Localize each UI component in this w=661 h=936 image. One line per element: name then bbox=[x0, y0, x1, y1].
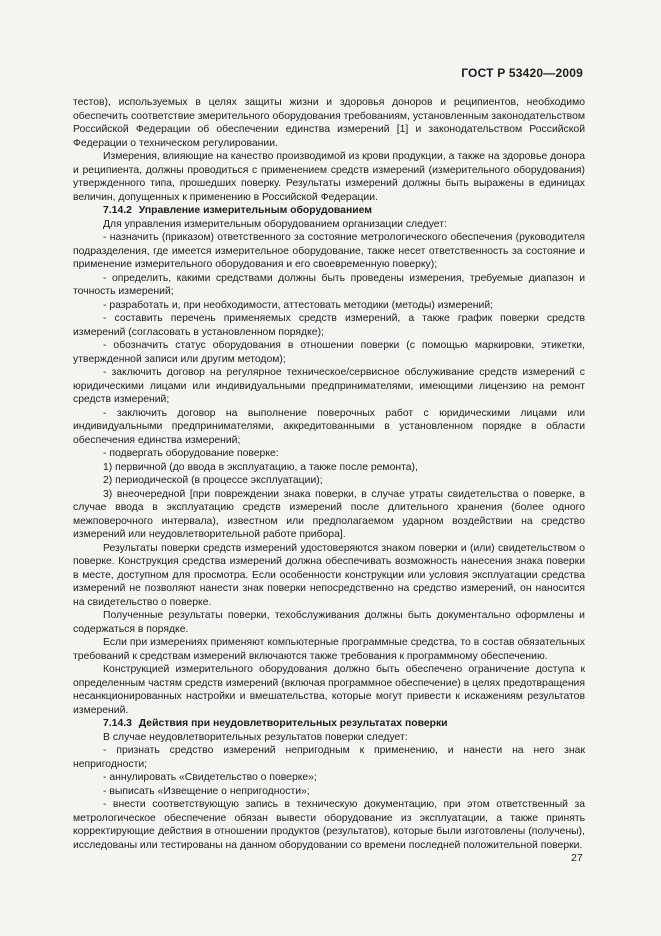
item-number: 3) bbox=[103, 488, 113, 500]
section-title: Управление измерительным оборудованием bbox=[138, 205, 372, 216]
list-item: - выписать «Извещение о непригодности»; bbox=[103, 785, 310, 797]
list-item: - определить, какими средствами должны быть проведены измерения, требуемые диапазон и точность измерений; bbox=[73, 272, 585, 297]
page-number: 27 bbox=[571, 852, 583, 864]
list-item: - заключить договор на выполнение поверочных работ с юридическими лицами или индивидуальными предпринимателями, аккредитованными в установленном порядке в области обеспечения единства измерений; bbox=[73, 407, 585, 446]
list-item: - признать средство измерений непригодным к применению, и нанести на него знак непригодности; bbox=[73, 745, 585, 770]
list-item: - заключить договор на регулярное техническое/сервисное обслуживание средств измерений с юридическими лицами или индивидуальными предпринимателями, имеющими лицензию на ремонт средств измерений; bbox=[73, 367, 585, 405]
item-number: 1) bbox=[103, 461, 113, 473]
section-title: Действия при неудовлетворительных результатах поверки bbox=[138, 718, 448, 729]
list-item: - составить перечень применяемых средств измерений, а также график поверки средств измерений (согласовать в установленном порядке); bbox=[73, 313, 585, 338]
item-text: внеочередной [при повреждении знака поверки, в случае утраты свидетельства о поверке, в случае ввода в эксплуатацию средств измерений после длительного хранения (более одного межповерочного интервала), известном или предполагаемом ударном воздействии на средство измерений или неудовлетворительной работе прибора]. bbox=[73, 488, 585, 540]
page-content bbox=[73, 96, 585, 852]
numbered-item bbox=[73, 461, 585, 475]
paragraph: Если при измерениях применяют компьютерные программные средства, то в состав обязательных требований к средствам измерений включаются также требования к программному обеспечению. bbox=[73, 637, 585, 662]
section-number: 7.14.2 bbox=[103, 205, 132, 216]
list-item: - аннулировать «Свидетельство о поверке»; bbox=[103, 772, 317, 783]
numbered-item bbox=[73, 474, 585, 488]
item-text: первичной (до ввода в эксплуатацию, а также после ремонта), bbox=[115, 461, 418, 473]
paragraph: тестов), используемых в целях защиты жизни и здоровья доноров и реципиентов, необходимо обеспечить соответствие змерительного оборудования требованиям, установленным законодательством Российской Федерации об обеспечении единства измерений [1] и законодательством Российской Федерации о техническом регулировании. bbox=[73, 97, 585, 149]
list-item: - разработать и, при необходимости, аттестовать методики (методы) измерений; bbox=[103, 299, 494, 311]
document-header bbox=[461, 66, 583, 80]
paragraph: Полученные результаты поверки, техобслуживания должны быть документально оформлены и содержаться в порядке. bbox=[73, 610, 585, 635]
paragraph: Измерения, влияющие на качество производимой из крови продукции, а также на здоровье донора и реципиента, должны проводиться с применением средств измерений (измерительного оборудования) утвержденного типа, прошедших поверку. Результаты измерений должны быть выражены в единицах величин, допущенных к применению в Российской Федерации. bbox=[73, 151, 585, 203]
numbered-item bbox=[73, 488, 585, 542]
list-item: - назначить (приказом) ответственного за состояние метрологического обеспечения (руководителя подразделения, где имеется измерительное оборудование, также несет ответственность за состояние и применение измерительного оборудования и его своевременную поверку); bbox=[73, 232, 585, 270]
section-number: 7.14.3 bbox=[103, 718, 132, 729]
list-item: - обозначить статус оборудования в отношении поверки (с помощью маркировки, этикетки, утвержденной записи или другим методом); bbox=[73, 340, 585, 365]
paragraph: Конструкцией измерительного оборудования должно быть обеспечено ограничение доступа к определенным частям средств измерений (включая программное обеспечение) в целях предотвращения несанкционированных настройки и вмешательства, которые могут привести к искажениям результатов измерений. bbox=[73, 664, 585, 716]
list-item: - подвергать оборудование поверке: bbox=[103, 448, 279, 459]
item-number: 2) bbox=[103, 475, 113, 486]
section-heading-7-14-3 bbox=[73, 717, 585, 731]
section-intro: В случае неудовлетворительных результатов поверки следует: bbox=[103, 731, 408, 743]
section-intro: Для управления измерительным оборудованием организации следует: bbox=[103, 218, 447, 230]
paragraph: Результаты поверки средств измерений удостоверяются знаком поверки и (или) свидетельством о поверке. Конструкция средства измерений должна обеспечивать возможность нанесения знака поверки в месте, доступном для просмотра. Если особенности конструкции или условия эксплуатации средства измерений не позволяют нанести знак поверки непосредственно на средство измерений, он наносится на свидетельство о поверке. bbox=[73, 542, 585, 608]
section-heading-7-14-2 bbox=[73, 204, 585, 218]
item-text: периодической (в процессе эксплуатации); bbox=[115, 475, 323, 486]
list-item: - внести соответствующую запись в техническую документацию, при этом ответственный за метрологическое обеспечение обязан вывести оборудование из эксплуатации, а также принять корректирующие действия в отношении продуктов (результатов), которые были изготовлены (получены), исследованы или тестированы на данном оборудовании со времени последней положительной поверки. bbox=[73, 799, 585, 851]
standard-title: ГОСТ Р 53420—2009 bbox=[461, 66, 583, 80]
